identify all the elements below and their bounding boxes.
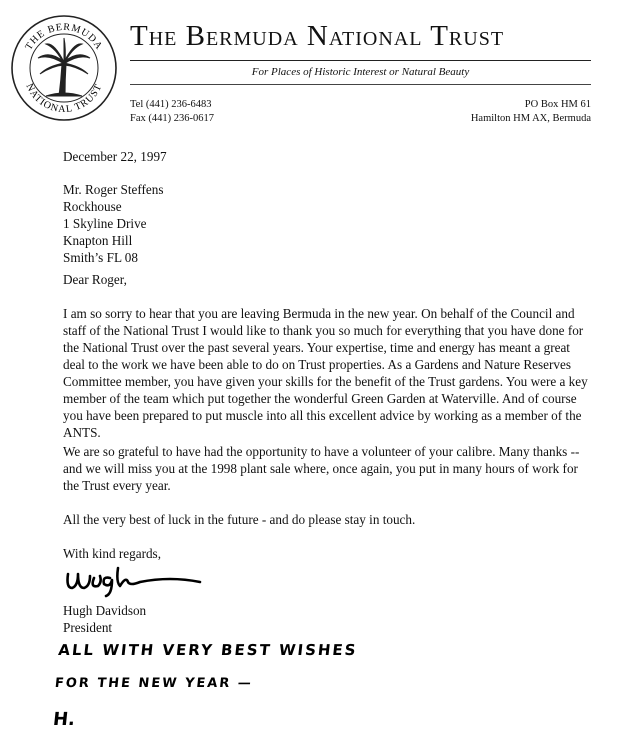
fax: Fax (441) 236-0617: [130, 113, 214, 124]
palm-tree-icon: [38, 38, 90, 96]
recipient-line: Knapton Hill: [63, 233, 133, 248]
letter-date: December 22, 1997: [63, 149, 167, 164]
handwritten-note: [52, 635, 418, 735]
contact-address-block: [471, 98, 591, 126]
po-box: PO Box HM 61: [524, 99, 591, 110]
salutation: Dear Roger,: [63, 272, 127, 287]
city-address: Hamilton HM AX, Bermuda: [470, 113, 591, 124]
letter-paragraph: All the very best of luck in the future - and do please stay in touch.: [63, 512, 416, 527]
signer-block: [63, 602, 593, 636]
telephone: Tel (441) 236-6483: [130, 99, 212, 110]
recipient-line: 1 Skyline Drive: [63, 216, 147, 231]
tagline: For Places of Historic Interest or Natural Beauty: [251, 66, 470, 78]
trust-seal-logo: [10, 14, 118, 122]
closing: With kind regards,: [63, 546, 161, 561]
letter-paragraph: I am so sorry to hear that you are leaving Bermuda in the new year. On behalf of the Council and staff of the National Trust I would like to thank you so much for everything that you have done for the National Trust over the past several years. Your expertise, time and energy has meant a great deal to the work we have been able to do on Trust properties. As a Gardens and Nature Reserves Committee member, you have given your skills for the benefit of the Trust gardens. You were a key member of the team which put together the wonderful Green Garden at Waterville. And of course you have been prepared to put muscle into all this excellent advice by working as a member of the ANTS.: [63, 306, 588, 440]
tagline-rule: [130, 84, 591, 85]
recipient-line: Smith’s FL 08: [63, 250, 138, 265]
recipient-address: [63, 181, 593, 266]
signer-title: President: [63, 620, 113, 635]
recipient-line: Rockhouse: [63, 199, 122, 214]
handwritten-line: H.: [52, 709, 77, 730]
seal-text-bottom: NATIONAL TRUST: [23, 81, 105, 116]
recipient-line: Mr. Roger Steffens: [63, 182, 164, 197]
handwritten-line: ALL WITH VERY BEST WISHES: [57, 641, 359, 659]
header-rule: [130, 60, 591, 61]
signer-name: Hugh Davidson: [63, 603, 147, 618]
handwritten-line: FOR THE NEW YEAR —: [54, 676, 254, 691]
handwritten-signature: [60, 560, 210, 600]
organization-name: The Bermuda National Trust: [130, 20, 505, 52]
letter-paragraph: We are so grateful to have had the opportunity to have a volunteer of your calibre. Many thanks -- and we will miss you at the 1998 plant sale where, once again, you put in many hours of work for the Trust every year.: [63, 444, 580, 493]
seal-text-top: THE BERMUDA: [23, 21, 105, 53]
contact-phone-block: [130, 98, 214, 126]
